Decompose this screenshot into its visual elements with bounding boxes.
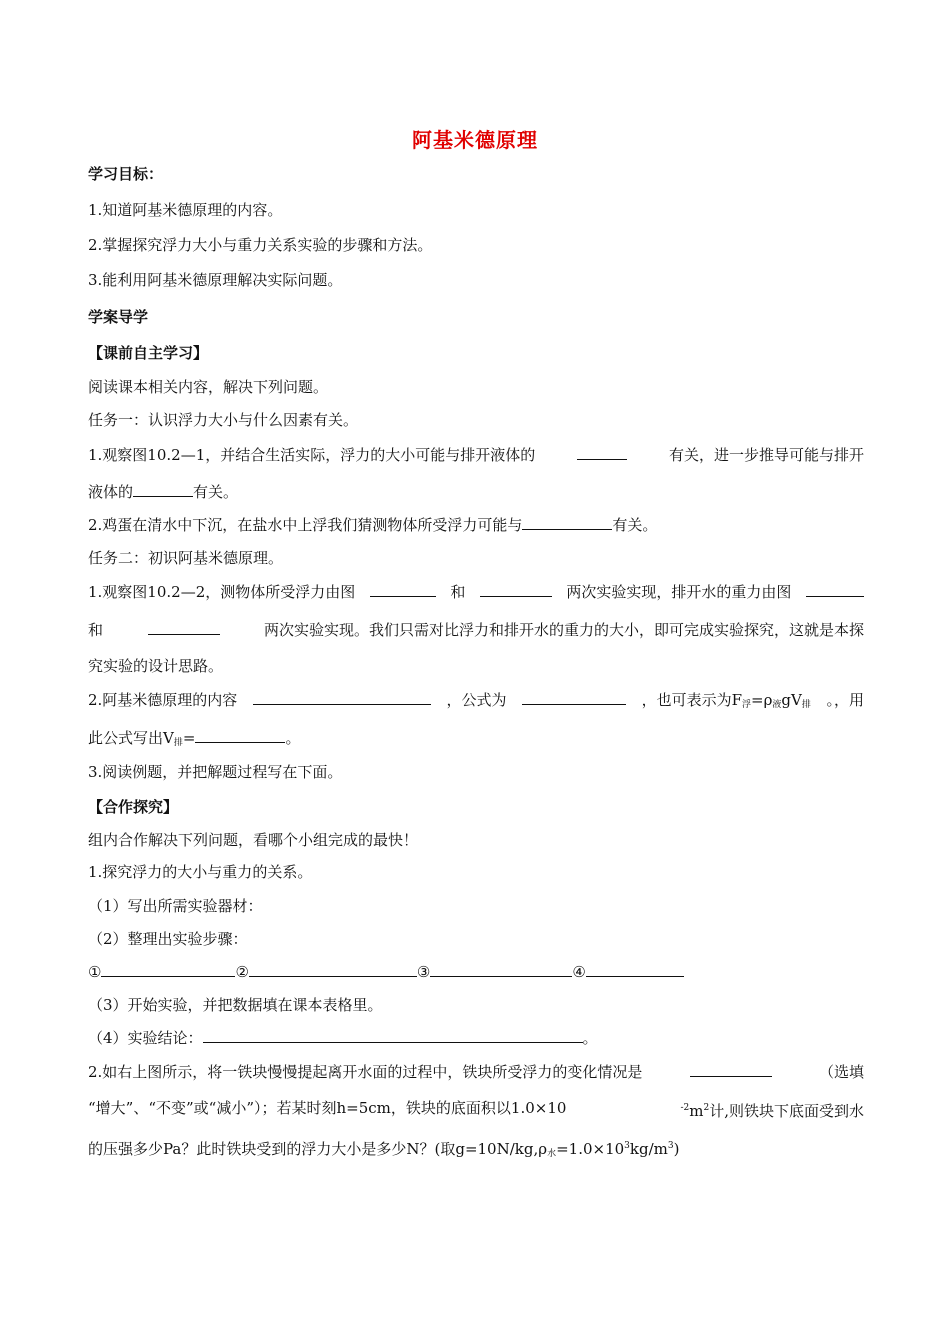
text-fragment: 有关。 [193, 483, 239, 501]
coop-question-1: 1.探究浮力的大小与重力的关系。 [88, 863, 313, 881]
task2-title: 任务二：初识阿基米德原理。 [88, 549, 284, 567]
answer-blank[interactable] [522, 515, 612, 530]
text-fragment: （选填 [818, 1063, 864, 1081]
pre-study-intro: 阅读课本相关内容，解决下列问题。 [88, 378, 329, 396]
task2-question-1-end: 究实验的设计思路。 [88, 657, 224, 675]
formula-fragment: $^{-2}m^2$计,则铁块下底面受到水 [680, 1102, 864, 1120]
task1-question-1 [88, 445, 864, 465]
text-fragment: 有关。 [612, 516, 658, 534]
text-fragment: 液体的 [88, 483, 134, 501]
pre-study-heading: 【课前自主学习】 [88, 344, 209, 362]
task2-question-3: 3.阅读例题，并把解题过程写在下面。 [88, 763, 343, 781]
coop-question-2-cont [88, 1098, 864, 1121]
text-fragment: 1.观察图10.2—2，测物体所受浮力由图 [88, 583, 356, 601]
coop-step-2: （2）整理出实验步骤： [88, 930, 248, 948]
text-fragment: 。，用 [826, 691, 864, 709]
task1-question-1-cont [88, 482, 238, 502]
guide-heading: 学案导学 [88, 308, 149, 326]
coop-intro: 组内合作解决下列问题，看哪个小组完成的最快！ [88, 831, 419, 849]
answer-blank[interactable] [522, 690, 626, 705]
answer-blank[interactable] [101, 962, 235, 977]
coop-question-2 [88, 1062, 864, 1082]
coop-step-4: （4）实验结论： 。 [88, 1029, 598, 1047]
coop-heading: 【合作探究】 [88, 798, 179, 816]
text-fragment: 2.如右上图所示，将一铁块慢慢提起离开水面的过程中，铁块所受浮力的变化情况是 [88, 1063, 643, 1081]
task2-question-2-cont: 此公式写出$V_排=$ 。 [88, 729, 301, 748]
goal-item: 3.能利用阿基米德原理解决实际问题。 [88, 271, 343, 289]
goal-item: 2.掌握探究浮力大小与重力关系实验的步骤和方法。 [88, 236, 433, 254]
coop-question-2-end: 的压强多少Pa？此时铁块受到的浮力大小是多少N？(取$g=10N/kg,\rho_水=1.0\times 10^3kg/m^3$) [88, 1140, 680, 1159]
formula-fragment: ，也可表示为$F_浮=\rho_液gV_排$ [641, 691, 811, 710]
coop-step-3: （3）开始实验，并把数据填在课本表格里。 [88, 996, 383, 1014]
task2-question-1 [88, 582, 864, 602]
answer-blank[interactable] [249, 962, 417, 977]
answer-blank[interactable] [430, 962, 572, 977]
text-fragment: 两次实验实现。我们只需对比浮力和排开水的重力的大小，即可完成实验探究，这就是本探 [263, 621, 864, 639]
task1-title: 任务一：认识浮力大小与什么因素有关。 [88, 411, 359, 429]
text-fragment: ，公式为 [446, 691, 507, 709]
goals-heading: 学习目标： [88, 165, 164, 183]
answer-blank[interactable] [690, 1062, 772, 1077]
answer-blank[interactable] [806, 582, 864, 597]
answer-blank[interactable] [203, 1028, 583, 1043]
task2-question-2 [88, 690, 864, 715]
text-fragment: 两次实验实现，排开水的重力由图 [566, 583, 792, 601]
task2-question-1-cont [88, 620, 864, 640]
answer-blank[interactable] [370, 582, 436, 597]
answer-blank[interactable] [480, 582, 552, 597]
answer-blank[interactable] [195, 728, 285, 743]
text-fragment: “增大”、“不变”或“减小”）；若某时刻h=5cm，铁块的底面积以1.0×10 [88, 1099, 567, 1117]
answer-blank[interactable] [133, 482, 193, 497]
answer-blank[interactable] [577, 445, 627, 460]
text-fragment: 2.鸡蛋在清水中下沉，在盐水中上浮我们猜测物体所受浮力可能与 [88, 516, 523, 534]
text-fragment: 和 [88, 621, 104, 639]
answer-blank[interactable] [148, 620, 220, 635]
text-fragment: 和 [450, 583, 466, 601]
answer-blank[interactable] [586, 962, 684, 977]
text-fragment: 有关，进一步推导可能与排开 [668, 446, 864, 464]
task1-question-2 [88, 515, 657, 535]
page-title: 阿基米德原理 [412, 128, 538, 152]
steps-line: ① ② ③ ④ [88, 962, 684, 982]
answer-blank[interactable] [253, 690, 431, 705]
coop-step-1: （1）写出所需实验器材： [88, 897, 263, 915]
goal-item: 1.知道阿基米德原理的内容。 [88, 201, 283, 219]
text-fragment: 1.观察图10.2—1，并结合生活实际，浮力的大小可能与排开液体的 [88, 446, 536, 464]
text-fragment: 2.阿基米德原理的内容 [88, 691, 238, 709]
